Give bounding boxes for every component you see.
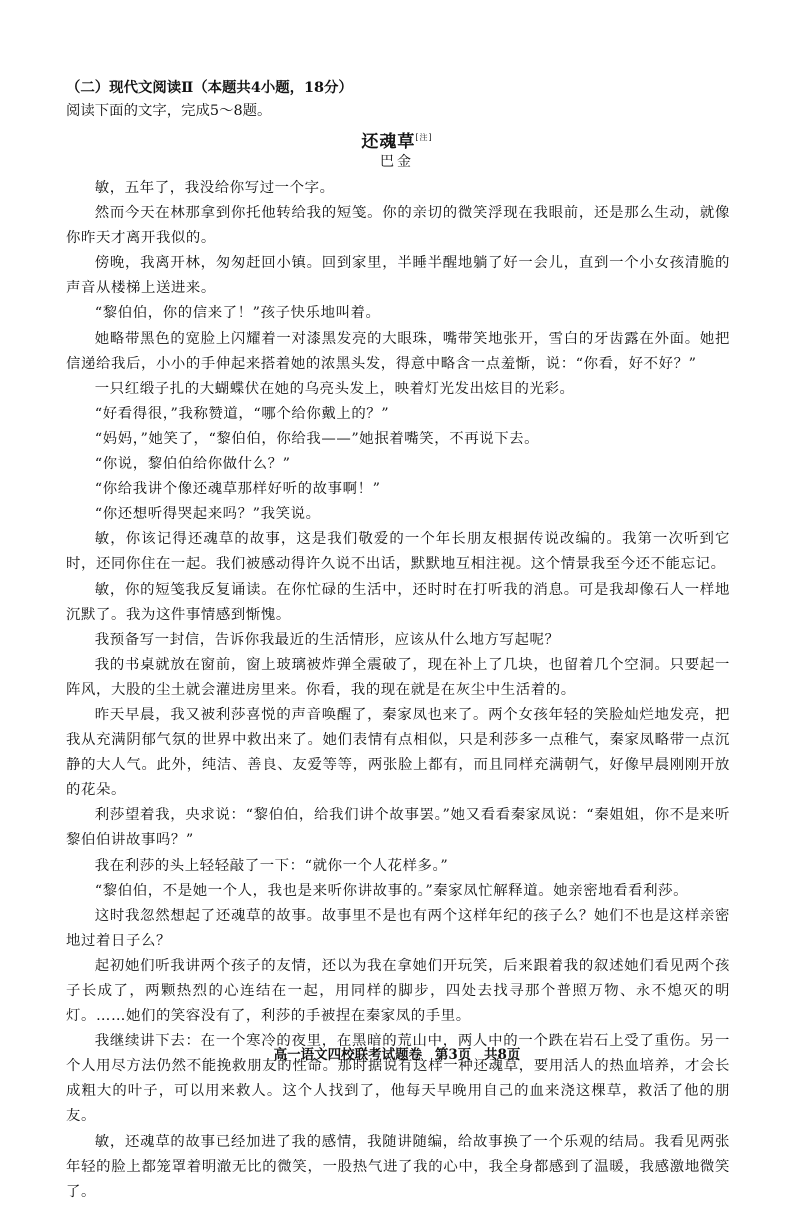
paragraph: “你给我讲个像还魂草那样好听的故事啊！” [94,481,381,498]
paragraph: 我预备写一封信，告诉你我最近的生活情形，应该从什么地方写起呢？ [94,631,560,648]
section-heading: （二）现代文阅读Ⅱ（本题共4小题，18分） [66,79,353,96]
paragraph: “你还想听得哭起来吗？”我笑说。 [94,506,321,523]
paragraph: 她略带黑色的宽脸上闪耀着一对漆黑发亮的大眼珠，嘴带笑地张开，雪白的牙齿露在外面。她把信递给我后，小小的手伸起来搭着她的浓黑头发，得意中略含一点羞惭，说：“你看，好不好？” [66,330,730,372]
paragraph: 我的书桌就放在窗前，窗上玻璃被炸弹全震破了，现在补上了几块，也留着几个空洞。只要起一阵风，大股的尘土就会灌进房里来。你看，我的现在就是在灰尘中生活着的。 [66,656,730,698]
paragraph: 我在利莎的头上轻轻敲了一下：“就你一个人花样多。” [94,857,449,874]
paragraph: 起初她们听我讲两个孩子的友情，还以为我在拿她们开玩笑，后来跟着我的叙述她们看见两个孩子长成了，两颗热烈的心连结在一起，用同样的脚步，四处去找寻那个普照万物、永不熄灭的明灯。……她们的笑容没有了，利莎的手被捏在秦家凤的手里。 [66,957,730,1025]
paragraph: 敏，你该记得还魂草的故事，这是我们敬爱的一个年长朋友根据传说改编的。我第一次听到它时，还同你住在一起。我们被感动得许久说不出话，默默地互相注视。这个情景我至今还不能忘记。 [66,531,730,573]
paragraph: 敏，你的短笺我反复诵读。在你忙碌的生活中，还时时在打听我的消息。可是我却像石人一样地沉默了。我为这件事情感到惭愧。 [66,581,730,623]
paragraph: “你说，黎伯伯给你做什么？” [94,456,291,473]
paragraph: 利莎望着我，央求说：“黎伯伯，给我们讲个故事罢。”她又看看秦家凤说：“秦姐姐，你不是来听黎伯伯讲故事吗？” [66,807,730,849]
article-author: 巴金 [380,154,414,170]
instruction-text: 阅读下面的文字，完成5～8题。 [66,103,272,119]
paragraph: 傍晚，我离开林，匆匆赶回小镇。回到家里，半睡半醒地躺了好一会儿，直到一个小女孩清脆的声音从楼梯上送进来。 [66,255,730,297]
paragraph: 这时我忽然想起了还魂草的故事。故事里不是也有两个这样年纪的孩子么？她们不也是这样亲密地过着日子么？ [66,907,730,949]
paragraph: “黎伯伯，不是她一个人，我也是来听你讲故事的。”秦家凤忙解释道。她亲密地看看利莎。 [94,882,689,899]
footer-page-number: 第3页 [434,1047,472,1063]
paragraph: 我继续讲下去：在一个寒冷的夜里，在黑暗的荒山中，两人中的一个跌在岩石上受了重伤。另一个人用尽方法仍然不能挽救朋友的性命。那时据说有这样一种还魂草，要用活人的热血培养，才会长成粗大的叶子，可以用来救人。这个人找到了，他每天早晚用自己的血来浇这棵草，救活了他的朋友。 [66,1033,730,1125]
paragraph: 一只红缎子扎的大蝴蝶伏在她的乌亮头发上，映着灯光发出炫目的光彩。 [94,380,575,397]
paragraph: “妈妈，”她笑了，“黎伯伯，你给我——”她抿着嘴笑，不再说下去。 [94,430,540,447]
page-footer [0,1043,794,1068]
article-title-text: 还魂草 [361,132,416,152]
paragraph: “黎伯伯，你的信来了！”孩子快乐地叫着。 [94,305,381,322]
title-note-marker: [注] [415,133,433,142]
footer-total-pages: 共8页 [483,1047,521,1063]
paragraph: “好看得很，”我称赞道，“哪个给你戴上的？” [94,405,390,422]
paragraph: 然而今天在林那拿到你托他转给我的短笺。你的亲切的微笑浮现在我眼前，还是那么生动，就像你昨天才离开我似的。 [66,205,730,247]
paragraph: 昨天早晨，我又被利莎喜悦的声音唤醒了，秦家凤也来了。两个女孩年轻的笑脸灿烂地发亮，把我从充满阴郁气氛的世界中救出来了。她们表情有点相似，只是利莎多一点稚气，秦家凤略带一点沉静的大人气。此外，纯洁、善良、友爱等等，两张脸上都有，而且同样充满朝气，好像早晨刚刚开放的花朵。 [66,706,730,799]
footer-exam-title: 高一语文四校联考试题卷 [273,1047,423,1063]
paragraph: 敏，五年了，我没给你写过一个字。 [94,180,335,196]
paragraph: 敏，还魂草的故事已经加进了我的感情，我随讲随编，给故事换了一个乐观的结局。我看见两张年轻的脸上都笼罩着明澈无比的微笑，一股热气进了我的心中，我全身都感到了温暖，我感激地微笑了。 [66,1133,730,1200]
